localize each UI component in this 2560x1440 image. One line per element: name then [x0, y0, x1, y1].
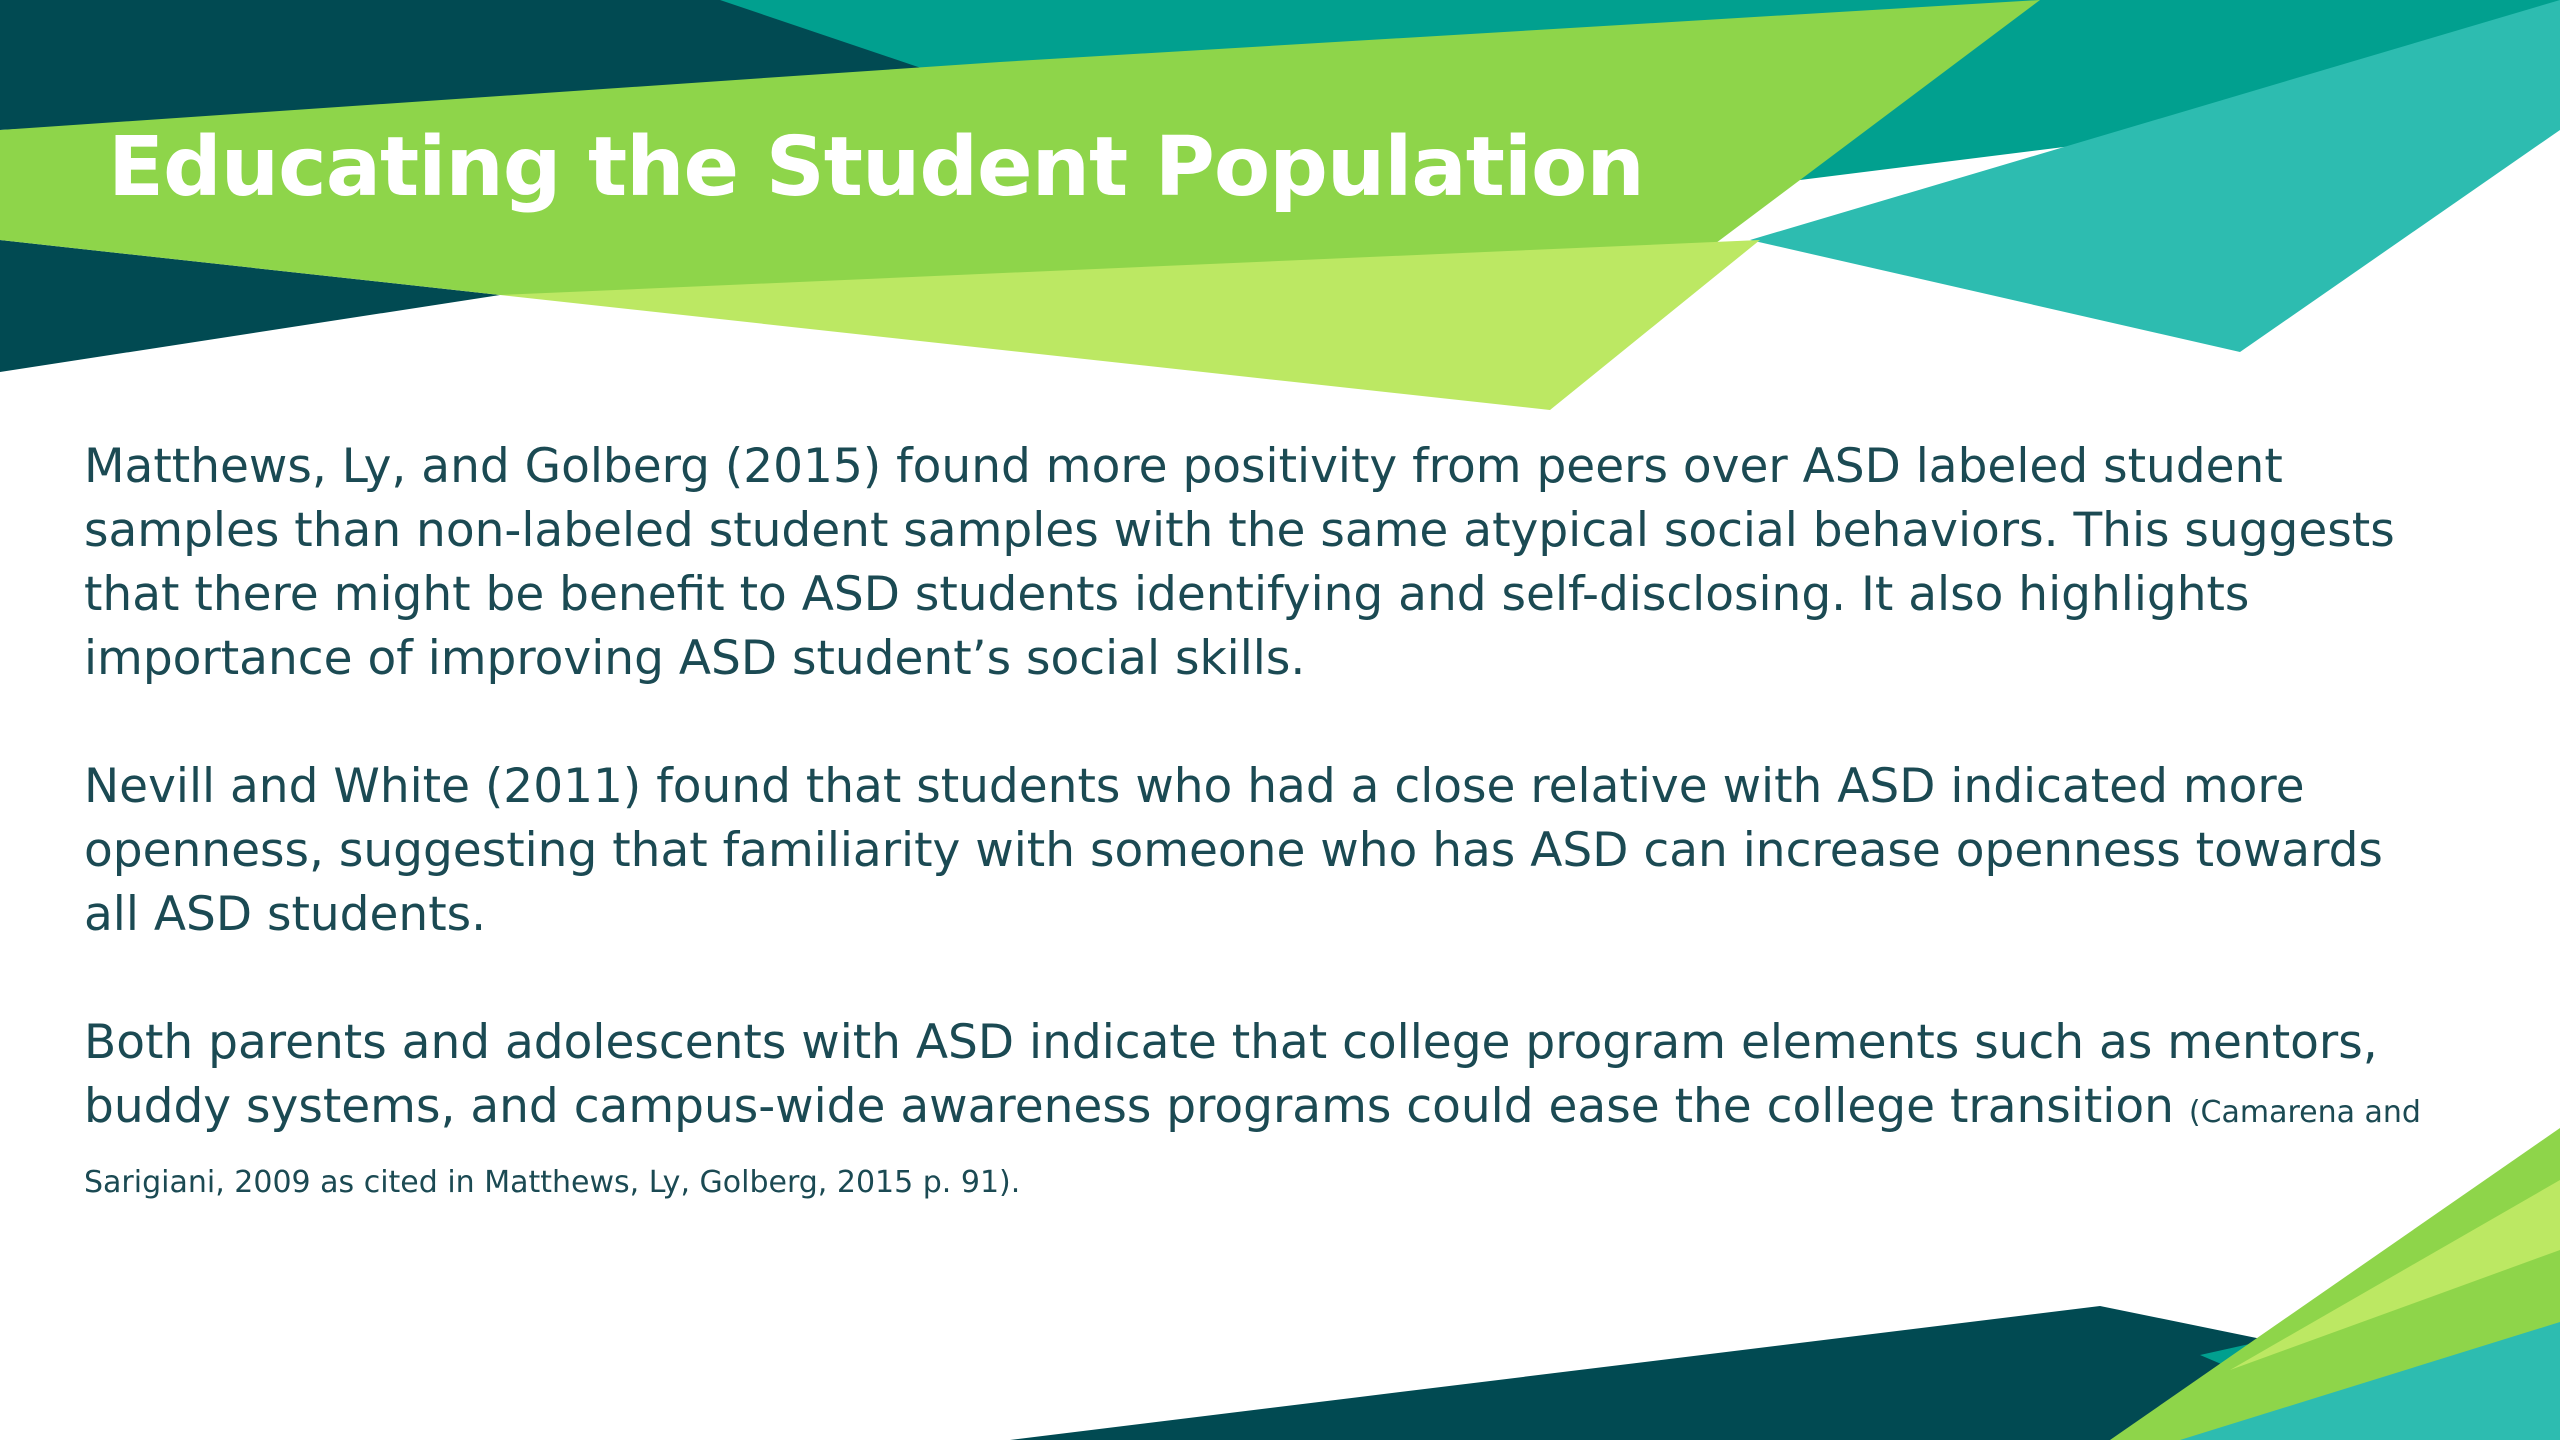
slide-body: [84, 435, 2424, 1279]
paragraph-relative-familiarity: [84, 755, 2424, 947]
citation: (Camarena and Sarigiani, 2009 as cited in Matthews, Ly, Golberg, 2015 p. 91).: [84, 1095, 2421, 1200]
paragraph-college-program: [84, 1011, 2424, 1215]
paragraph-peer-positivity: [84, 435, 2424, 691]
paragraph-text: Both parents and adolescents with ASD indicate that college program elements such as mentors, buddy systems, and campus-wide awareness programs could ease the college transition: [84, 1015, 2378, 1134]
slide-title: Educating the Student Population: [108, 120, 1644, 215]
paragraph-text: Matthews, Ly, and Golberg (2015) found more positivity from peers over ASD labeled student samples than non-labeled student samples with the same atypical social behaviors. This suggests that there might be benefit to ASD students identifying and self-disclosing. It also highlights importance of improving ASD student’s social skills.: [84, 439, 2395, 686]
paragraph-text: Nevill and White (2011) found that students who had a close relative with ASD indicated more openness, suggesting that familiarity with someone who has ASD can increase openness towards all ASD students.: [84, 759, 2383, 942]
